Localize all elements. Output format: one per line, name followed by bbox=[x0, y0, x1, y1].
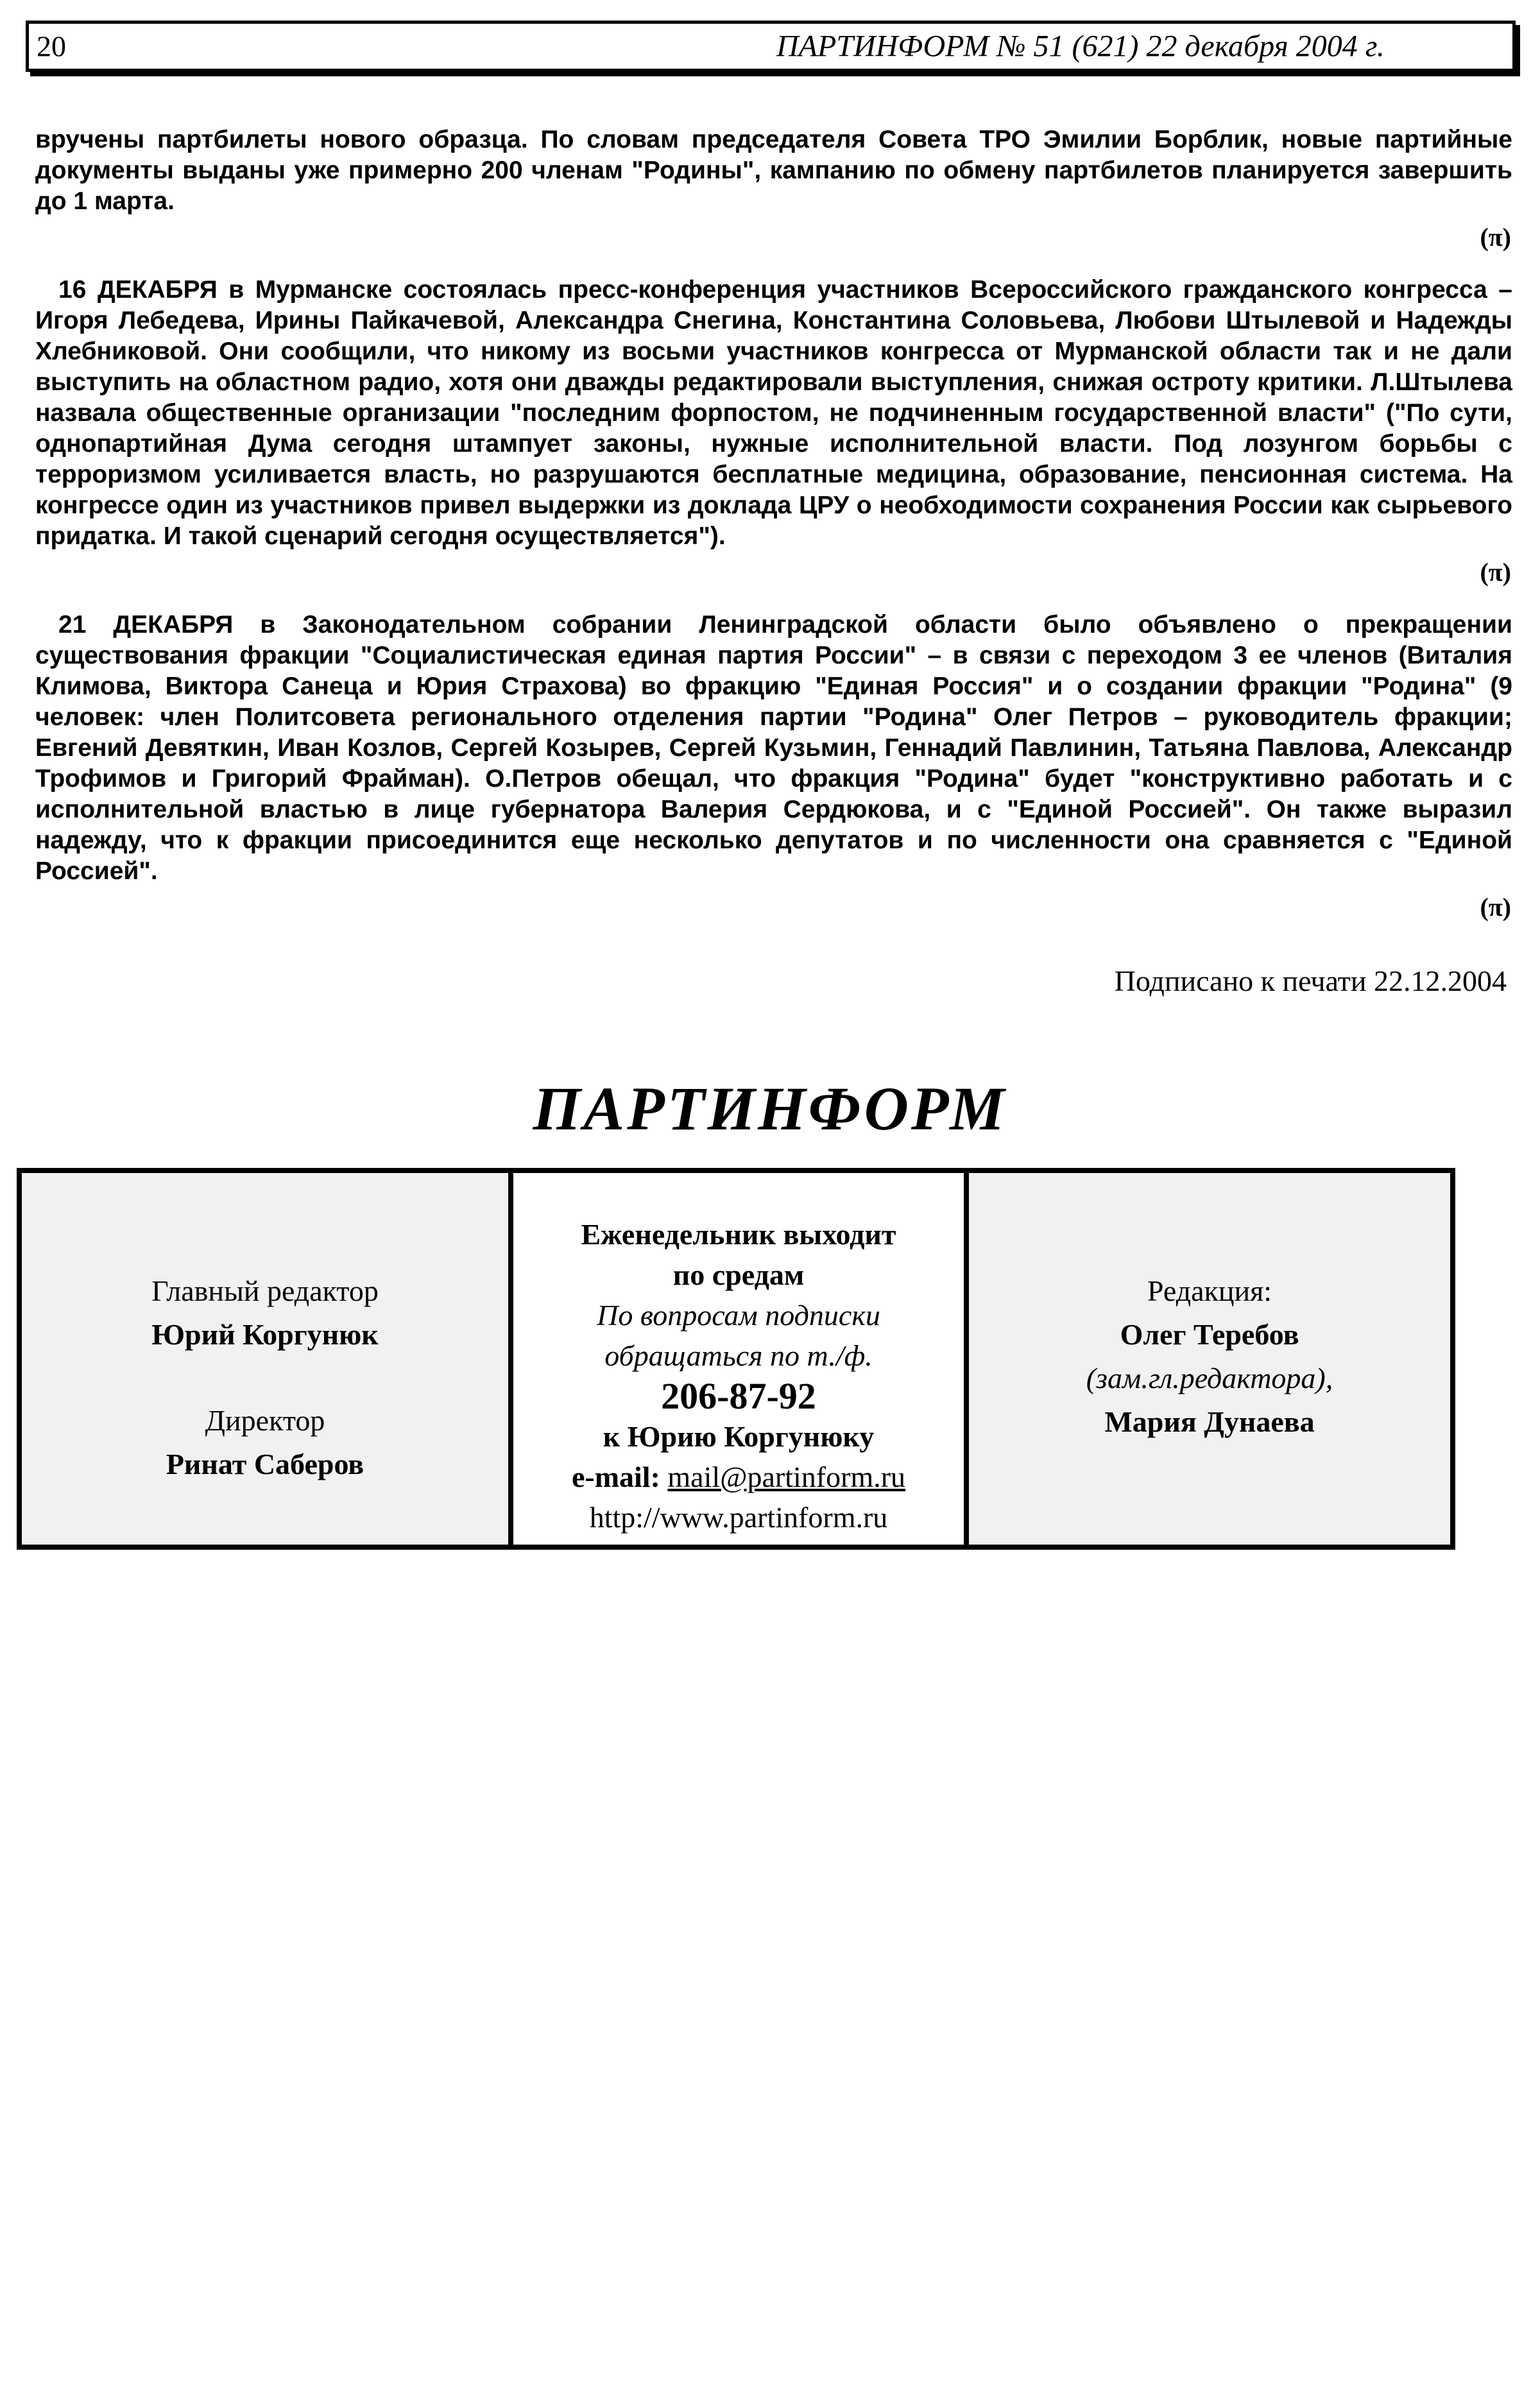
subscription-line-1: По вопросам подписки bbox=[597, 1299, 880, 1332]
signed-to-print-line: Подписано к печати 22.12.2004 bbox=[1114, 964, 1507, 997]
imprint-spacer bbox=[22, 1357, 508, 1399]
article-text-block bbox=[35, 124, 1512, 945]
issue-title: ПАРТИНФОРМ № 51 (621) 22 декабря 2004 г. bbox=[776, 29, 1385, 64]
imprint-contact-cell bbox=[513, 1173, 969, 1545]
schedule-line-2: по средам bbox=[672, 1258, 805, 1291]
imprint-box bbox=[17, 1168, 1455, 1550]
masthead-title: ПАРТИНФОРМ bbox=[533, 1074, 1007, 1143]
pi-end-sign-2: (π) bbox=[1480, 558, 1511, 587]
redaction-note: (зам.гл.редактора), bbox=[1086, 1362, 1333, 1394]
redaction-name-1: Олег Теребов bbox=[1120, 1318, 1299, 1351]
imprint-redaction-cell bbox=[969, 1173, 1450, 1545]
article-paragraph-1: вручены партбилеты нового образца. По словам председателя Совета ТРО Эмилии Борблик, новые партийные документы выданы уже примерно 200 членам "Родины", кампанию по обмену партбилетов планируется завершить до 1 марта. bbox=[35, 126, 1512, 215]
director-role: Директор bbox=[205, 1404, 325, 1437]
imprint-editor-cell bbox=[22, 1173, 513, 1545]
website-url: http://www.partinform.ru bbox=[589, 1501, 888, 1534]
pi-end-sign-1: (π) bbox=[1480, 223, 1511, 252]
schedule-line-1: Еженедельник выходит bbox=[581, 1218, 896, 1251]
article-paragraph-2: 16 ДЕКАБРЯ в Мурманске состоялась пресс-конференция участников Всероссийского гражданского конгресса – Игоря Лебедева, Ирины Пайкачевой, Александра Снегина, Константина Соловьева, Любови Штылевой и Надежды Хлебниковой. Они сообщили, что никому из восьми участников конгресса от Мурманской области так и не дали выступить на областном радио, хотя они дважды редактировали выступления, снижая остроту критики. Л.Штылева назвала общественные организации "последним форпостом, не подчиненным государственной власти" ("По сути, однопартийная Дума сегодня штампует законы, нужные исполнительной власти. Под лозунгом борьбы с терроризмом усиливается власть, но разрушаются бесплатные медицина, образование, пенсионная система. На конгрессе один из участников привел выдержки из доклада ЦРУ о необходимости сохранения России как сырьевого придатка. И такой сценарий сегодня осуществляется"). bbox=[35, 276, 1512, 550]
email-line bbox=[513, 1457, 964, 1497]
redaction-title: Редакция: bbox=[1147, 1274, 1272, 1307]
pi-end-sign-3: (π) bbox=[1480, 893, 1511, 921]
subscription-line-2: обращаться по т./ф. bbox=[604, 1339, 873, 1372]
email-link[interactable]: mail@partinform.ru bbox=[667, 1461, 906, 1493]
director-name: Ринат Саберов bbox=[166, 1448, 364, 1480]
article-paragraph-3: 21 ДЕКАБРЯ в Законодательном собрании Ленинградской области было объявлено о прекращении существования фракции "Социалистическая единая партия России" – в связи с переходом 3 ее членов (Виталия Климова, Виктора Санеца и Юрия Страхова) во фракцию "Единая Россия" и о создании фракции "Родина" (9 человек: член Политсовета регионального отделения партии "Родина" Олег Петров – руководитель фракции; Евгений Девяткин, Иван Козлов, Сергей Козырев, Сергей Кузьмин, Геннадий Павлинин, Татьяна Павлова, Александр Трофимов и Григорий Фрайман). О.Петров обещал, что фракция "Родина" будет "конструктивно работать и с исполнительной властью в лице губернатора Валерия Сердюкова, и с "Единой Россией". Он также выразил надежду, что к фракции присоединится еще несколько депутатов и по численности она сравняется с "Единой Россией". bbox=[35, 611, 1512, 885]
page-number: 20 bbox=[37, 30, 66, 63]
email-label: e-mail: bbox=[571, 1461, 660, 1493]
chief-editor-role: Главный редактор bbox=[151, 1274, 379, 1307]
page-header-box bbox=[26, 21, 1516, 72]
chief-editor-name: Юрий Коргунюк bbox=[151, 1318, 379, 1351]
contact-person-line: к Юрию Коргунюку bbox=[603, 1420, 875, 1453]
phone-number: 206-87-92 bbox=[661, 1375, 816, 1417]
redaction-name-2: Мария Дунаева bbox=[1104, 1405, 1315, 1438]
